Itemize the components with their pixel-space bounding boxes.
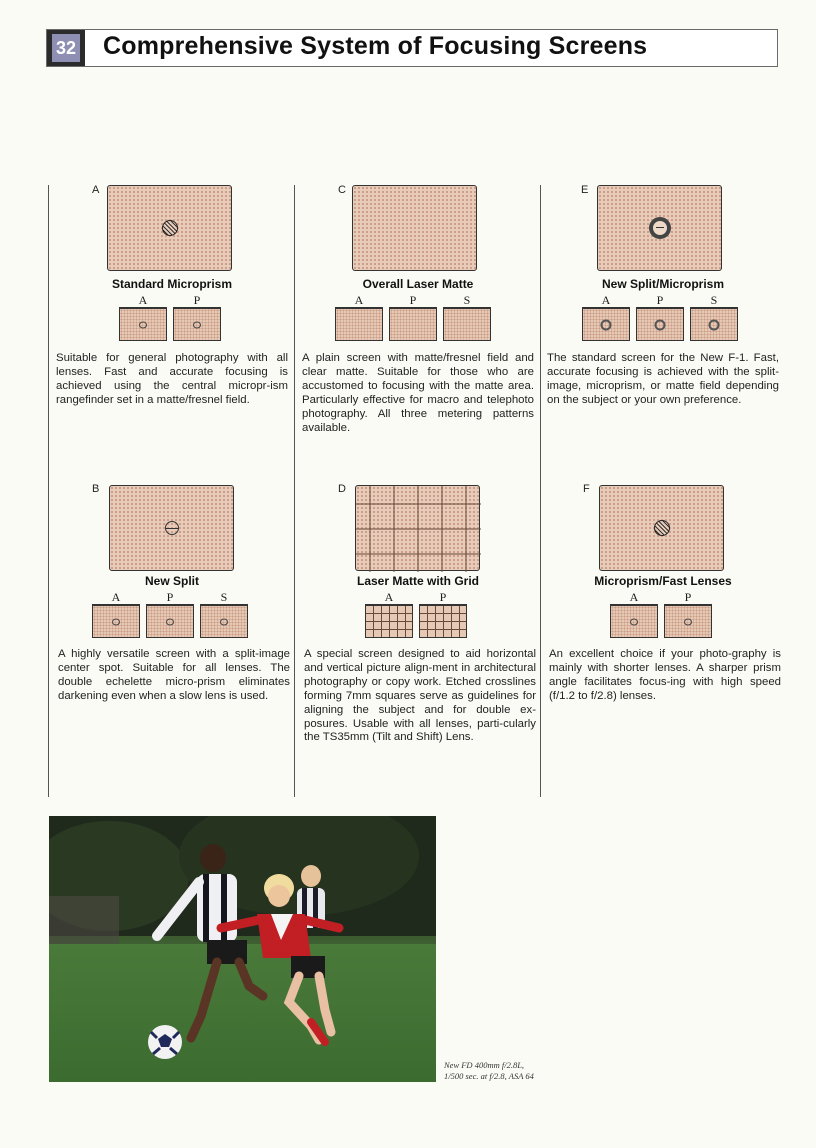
split-microprism-icon xyxy=(649,217,671,239)
focusing-screen-illustration xyxy=(599,485,724,571)
page-title: Comprehensive System of Focusing Screens xyxy=(103,32,648,60)
pattern-item xyxy=(200,591,248,638)
pattern-label: P xyxy=(193,293,201,307)
pattern-label: P xyxy=(439,590,447,604)
grid-lines xyxy=(356,486,481,572)
screen-name: New Split/Microprism xyxy=(601,277,725,291)
pattern-item xyxy=(690,294,738,341)
caption-line-1: New FD 400mm f/2.8L, xyxy=(444,1060,525,1070)
pattern-grid-screen-icon xyxy=(419,604,467,638)
center-dot-icon xyxy=(630,618,638,625)
pattern-item xyxy=(365,591,413,638)
screen-panel-f xyxy=(547,478,779,798)
page-header xyxy=(46,29,778,67)
screen-panel-c xyxy=(302,180,534,440)
pattern-item xyxy=(92,591,140,638)
caption-line-2: 1/500 sec. at f/2.8, ASA 64 xyxy=(444,1071,534,1081)
screen-panel-d xyxy=(302,478,534,798)
photo-caption xyxy=(444,1060,534,1082)
screen-description: A plain screen with matte/fresnel field and clear matte. Suitable for those who are accustomed to focusing with the matte area. Particularly effective for macro and telephoto photography. All three metering patterns available. xyxy=(302,352,534,434)
split-dot-icon xyxy=(220,618,228,625)
soccer-photo xyxy=(49,816,436,1082)
metering-patterns xyxy=(335,294,491,341)
pattern-screen-icon xyxy=(636,307,684,341)
metering-patterns xyxy=(119,294,221,341)
panel-letter: E xyxy=(581,184,589,196)
pattern-label: P xyxy=(656,293,664,307)
split-image-icon xyxy=(165,521,179,535)
pattern-item xyxy=(582,294,630,341)
pattern-label: S xyxy=(463,293,471,307)
pattern-screen-icon xyxy=(119,307,167,341)
screen-panel-e xyxy=(547,180,779,440)
screen-description: A highly versatile screen with a split-image center spot. Suitable for all lenses. The double echelette micro-prism eliminates darkening even when a slow lens is used. xyxy=(58,648,290,702)
split-dot-icon xyxy=(112,618,120,625)
center-dot-icon xyxy=(684,618,692,625)
panel-letter: D xyxy=(338,483,346,495)
pattern-label: A xyxy=(111,590,121,604)
microprism-icon xyxy=(654,520,670,536)
pattern-screen-icon xyxy=(335,307,383,341)
pattern-item xyxy=(664,591,712,638)
panel-letter: B xyxy=(92,483,100,495)
focusing-screen-illustration xyxy=(109,485,234,571)
pattern-label: P xyxy=(166,590,174,604)
pattern-item xyxy=(173,294,221,341)
screen-panel-b xyxy=(56,478,288,798)
ring-dot-icon xyxy=(655,319,666,330)
ring-dot-icon xyxy=(601,319,612,330)
screen-description: The standard screen for the New F-1. Fast, accurate focusing is achieved with the split-image, microprism, or matte field depending on the subject or your own preference. xyxy=(547,352,779,406)
focusing-screen-illustration xyxy=(352,185,477,271)
pattern-label: S xyxy=(710,293,718,307)
panel-letter: C xyxy=(338,184,346,196)
pattern-screen-icon xyxy=(610,604,658,638)
screen-name: Microprism/Fast Lenses xyxy=(594,574,732,588)
pattern-screen-icon xyxy=(389,307,437,341)
pattern-label: A xyxy=(354,293,364,307)
column-divider xyxy=(540,185,541,797)
screen-panel-a xyxy=(56,180,288,440)
focusing-screen-illustration xyxy=(107,185,232,271)
screen-name: Standard Microprism xyxy=(111,277,233,291)
metering-patterns xyxy=(365,591,467,638)
center-dot-icon xyxy=(139,321,147,328)
panel-letter: F xyxy=(583,483,590,495)
pattern-item xyxy=(119,294,167,341)
metering-patterns xyxy=(582,294,738,341)
pattern-label: S xyxy=(220,590,228,604)
ring-dot-icon xyxy=(709,319,720,330)
page-number: 32 xyxy=(52,34,80,62)
screen-name: New Split xyxy=(144,574,199,588)
pattern-screen-icon xyxy=(690,307,738,341)
pattern-screen-icon xyxy=(146,604,194,638)
focusing-screen-illustration xyxy=(597,185,722,271)
column-divider xyxy=(48,185,49,797)
pattern-label: A xyxy=(601,293,611,307)
page-number-box xyxy=(47,30,85,66)
pattern-label: A xyxy=(384,590,394,604)
pattern-item xyxy=(389,294,437,341)
focusing-screen-illustration xyxy=(355,485,480,571)
pattern-item xyxy=(610,591,658,638)
pattern-item xyxy=(419,591,467,638)
pattern-label: A xyxy=(629,590,639,604)
soccer-players-illustration xyxy=(49,816,436,1082)
panel-letter: A xyxy=(92,184,100,196)
pattern-label: A xyxy=(138,293,148,307)
pattern-screen-icon xyxy=(582,307,630,341)
screen-description: An excellent choice if your photo-graphy is mainly with shorter lenses. A sharper prism angle facilitates focus-ing with high speed (f/1.2 to f/2.8) lenses. xyxy=(549,648,781,702)
screen-name: Overall Laser Matte xyxy=(362,277,474,291)
pattern-screen-icon xyxy=(443,307,491,341)
center-dot-icon xyxy=(193,321,201,328)
pattern-item xyxy=(146,591,194,638)
pattern-screen-icon xyxy=(92,604,140,638)
screen-description: A special screen designed to aid horizontal and vertical picture align-ment in architectural photography or copy work. Etched crosslines forming 7mm squares serve as guidelines for aligning the subject and for double ex-posures. Usable with all lenses, parti-cularly the TS35mm (Tilt and Shift) Lens. xyxy=(304,648,536,744)
pattern-screen-icon xyxy=(200,604,248,638)
pattern-item xyxy=(636,294,684,341)
metering-patterns xyxy=(610,591,712,638)
column-divider xyxy=(294,185,295,797)
metering-patterns xyxy=(92,591,248,638)
pattern-item xyxy=(335,294,383,341)
pattern-label: P xyxy=(409,293,417,307)
pattern-screen-icon xyxy=(173,307,221,341)
split-dot-icon xyxy=(166,618,174,625)
pattern-item xyxy=(443,294,491,341)
pattern-grid-screen-icon xyxy=(365,604,413,638)
pattern-label: P xyxy=(684,590,692,604)
pattern-screen-icon xyxy=(664,604,712,638)
screen-description: Suitable for general photography with all lenses. Fast and accurate focusing is achieved using the central micropr-ism rangefinder set in a matte/fresnel field. xyxy=(56,352,288,406)
screen-name: Laser Matte with Grid xyxy=(356,574,480,588)
microprism-icon xyxy=(162,220,178,236)
